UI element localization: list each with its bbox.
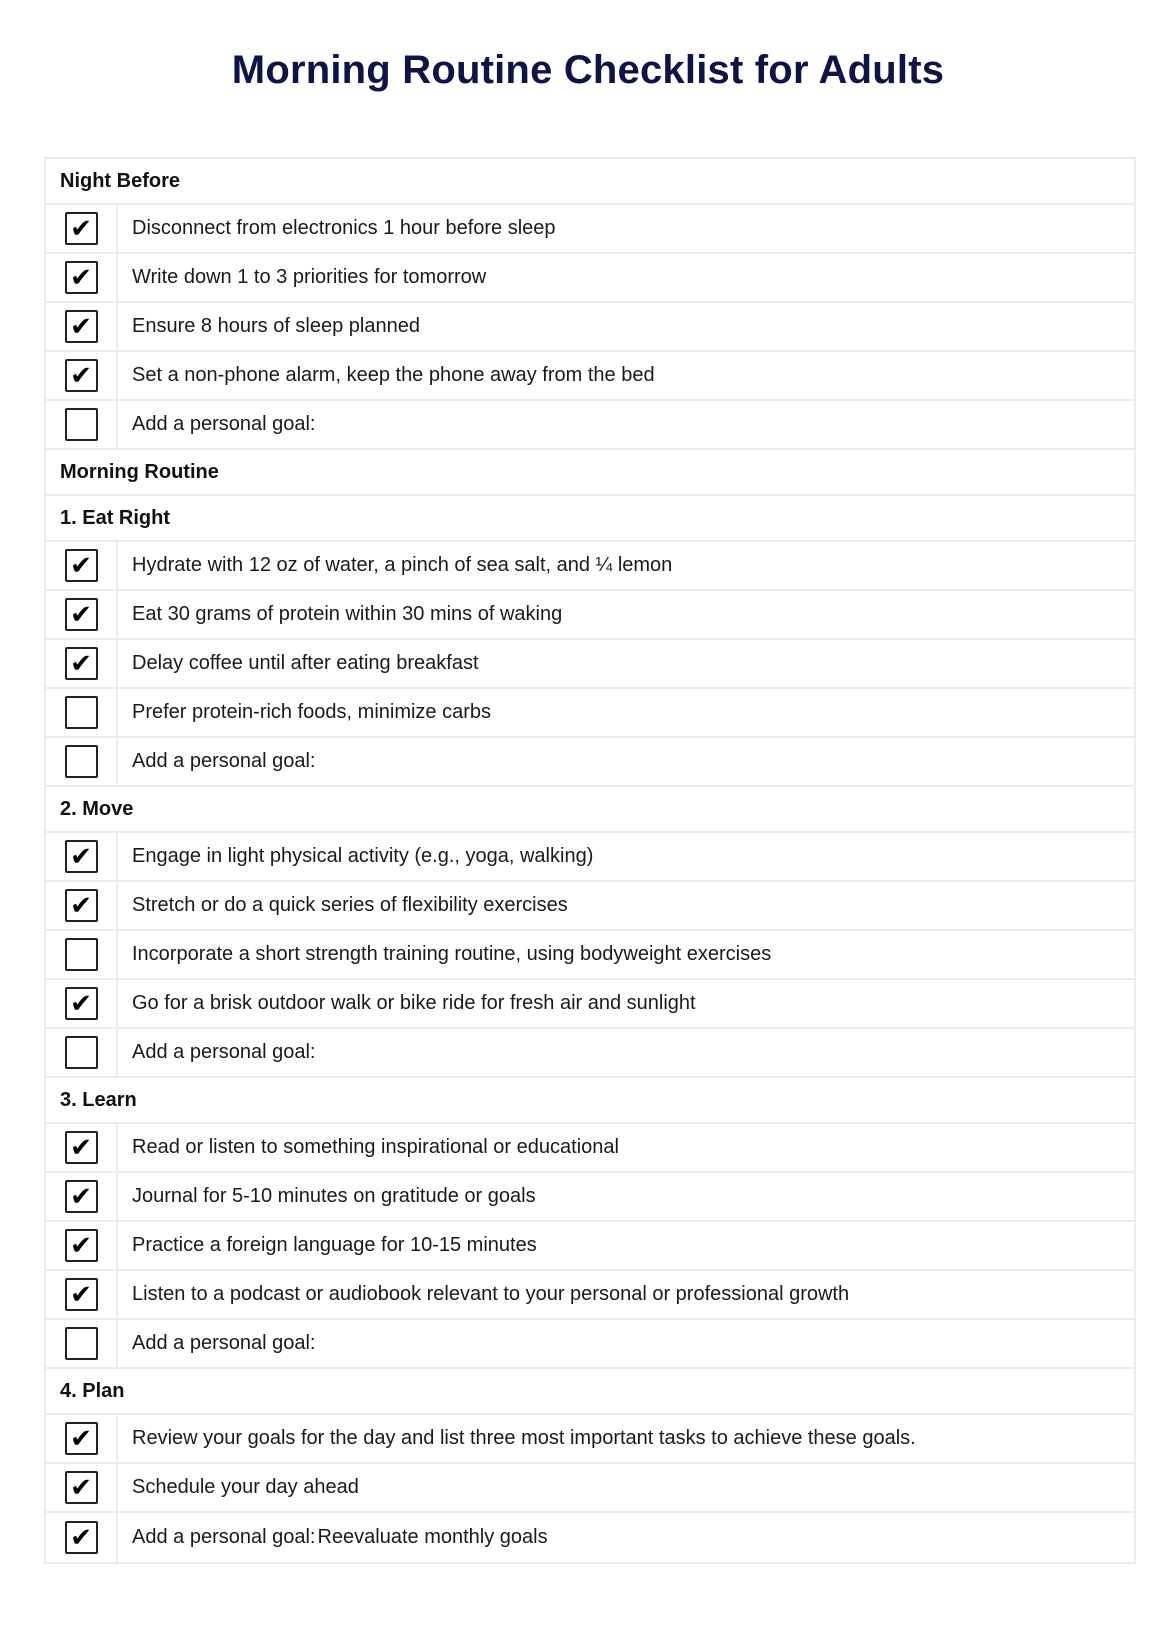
checkbox-cell — [46, 254, 118, 301]
checkbox-checked[interactable] — [65, 212, 98, 245]
checkbox-cell — [46, 1173, 118, 1220]
item-text-cell — [118, 591, 562, 638]
item-text-cell — [118, 352, 655, 399]
checklist-item — [46, 1124, 1134, 1173]
item-label: Eat 30 grams of protein within 30 mins of waking — [132, 603, 563, 625]
item-text-cell — [118, 1271, 849, 1318]
checkmark-icon: ✔ — [70, 262, 92, 293]
item-label: Add a personal goal: — [132, 1526, 316, 1548]
checkbox-checked[interactable] — [65, 1521, 98, 1554]
checkbox-cell — [46, 640, 118, 687]
item-label: Add a personal goal: — [132, 1332, 316, 1354]
checkbox-checked[interactable] — [65, 647, 98, 680]
item-label: Go for a brisk outdoor walk or bike ride for fresh air and sunlight — [132, 992, 696, 1014]
checkmark-icon: ✔ — [70, 213, 92, 244]
checklist-item — [46, 1415, 1134, 1464]
checkbox-cell — [46, 1124, 118, 1171]
item-text-cell — [118, 833, 593, 880]
checkbox-cell — [46, 1464, 118, 1511]
checklist-item — [46, 833, 1134, 882]
item-label: Read or listen to something inspirational or educational — [132, 1136, 619, 1158]
checklist-item — [46, 980, 1134, 1029]
checklist-item — [46, 591, 1134, 640]
checkmark-icon: ✔ — [70, 841, 92, 872]
item-label: Add a personal goal: — [132, 750, 316, 772]
checkbox-cell — [46, 1320, 118, 1367]
checklist-item — [46, 1513, 1134, 1562]
checkbox-cell — [46, 1029, 118, 1076]
section-header: Morning Routine — [46, 450, 1134, 496]
checkbox-unchecked[interactable] — [65, 696, 98, 729]
item-text-cell — [118, 401, 317, 448]
item-label: Incorporate a short strength training routine, using bodyweight exercises — [132, 943, 772, 965]
checklist-item — [46, 1222, 1134, 1271]
checkbox-checked[interactable] — [65, 889, 98, 922]
page-title: Morning Routine Checklist for Adults — [231, 48, 945, 92]
section-header: 1. Eat Right — [46, 496, 1134, 542]
item-label: Journal for 5-10 minutes on gratitude or goals — [132, 1185, 536, 1207]
checklist-item — [46, 931, 1134, 980]
item-label: Set a non-phone alarm, keep the phone away from the bed — [132, 364, 655, 386]
checklist-item — [46, 1464, 1134, 1513]
item-text-cell — [118, 1320, 317, 1367]
item-label: Listen to a podcast or audiobook relevant to your personal or professional growth — [132, 1283, 850, 1305]
item-label: Add a personal goal: — [132, 1041, 316, 1063]
checkbox-checked[interactable] — [65, 310, 98, 343]
checklist-item — [46, 689, 1134, 738]
item-label: Review your goals for the day and list three most important tasks to achieve these goals. — [132, 1427, 916, 1449]
section-header: 4. Plan — [46, 1369, 1134, 1415]
checkbox-unchecked[interactable] — [65, 745, 98, 778]
checkbox-checked[interactable] — [65, 987, 98, 1020]
checkbox-cell — [46, 833, 118, 880]
checklist-item — [46, 542, 1134, 591]
section-header: 3. Learn — [46, 1078, 1134, 1124]
checkbox-checked[interactable] — [65, 1471, 98, 1504]
checkbox-cell — [46, 1415, 118, 1462]
item-text-cell — [118, 1124, 619, 1171]
item-text-cell — [118, 205, 556, 252]
item-text-cell — [118, 1513, 548, 1562]
checkbox-cell — [46, 352, 118, 399]
checkbox-cell — [46, 401, 118, 448]
section-header: 2. Move — [46, 787, 1134, 833]
checkmark-icon: ✔ — [70, 1279, 92, 1310]
item-label: Ensure 8 hours of sleep planned — [132, 315, 420, 337]
checklist-item — [46, 738, 1134, 787]
checkbox-checked[interactable] — [65, 1278, 98, 1311]
checkbox-cell — [46, 303, 118, 350]
checkmark-icon: ✔ — [70, 890, 92, 921]
checkbox-cell — [46, 1513, 118, 1562]
item-label: Engage in light physical activity (e.g., yoga, walking) — [132, 845, 594, 867]
checkbox-checked[interactable] — [65, 1131, 98, 1164]
checklist-item — [46, 1173, 1134, 1222]
checkmark-icon: ✔ — [70, 1522, 92, 1553]
checklist-item — [46, 401, 1134, 450]
item-text-cell — [118, 931, 771, 978]
item-text-cell — [118, 1029, 317, 1076]
checkbox-unchecked[interactable] — [65, 1327, 98, 1360]
checkbox-cell — [46, 1271, 118, 1318]
checklist-item — [46, 1271, 1134, 1320]
checkbox-checked[interactable] — [65, 598, 98, 631]
checkbox-cell — [46, 882, 118, 929]
checkmark-icon: ✔ — [70, 1423, 92, 1454]
item-label: Hydrate with 12 oz of water, a pinch of sea salt, and ¼ lemon — [132, 554, 673, 576]
checkmark-icon: ✔ — [70, 1230, 92, 1261]
section-header: Night Before — [46, 159, 1134, 205]
item-text-cell — [118, 303, 420, 350]
item-text-cell — [118, 640, 479, 687]
item-text-cell — [118, 980, 696, 1027]
checkbox-cell — [46, 738, 118, 785]
checkbox-cell — [46, 591, 118, 638]
checkmark-icon: ✔ — [70, 1132, 92, 1163]
personal-goal-field[interactable]: Reevaluate monthly goals — [317, 1526, 548, 1548]
checkbox-cell — [46, 1222, 118, 1269]
item-text-cell — [118, 689, 491, 736]
item-text-cell — [118, 1415, 916, 1462]
item-label: Write down 1 to 3 priorities for tomorrow — [132, 266, 487, 288]
item-label: Schedule your day ahead — [132, 1476, 359, 1498]
checklist-item — [46, 882, 1134, 931]
item-text-cell — [118, 1222, 537, 1269]
checkbox-unchecked[interactable] — [65, 1036, 98, 1069]
checkbox-checked[interactable] — [65, 1422, 98, 1455]
checkbox-unchecked[interactable] — [65, 408, 98, 441]
checkbox-cell — [46, 542, 118, 589]
item-text-cell — [118, 1173, 536, 1220]
item-label: Prefer protein-rich foods, minimize carbs — [132, 701, 492, 723]
item-text-cell — [118, 1464, 359, 1511]
checkbox-checked[interactable] — [65, 359, 98, 392]
checklist-item — [46, 254, 1134, 303]
checkmark-icon: ✔ — [70, 988, 92, 1019]
item-text-cell — [118, 254, 486, 301]
checkbox-cell — [46, 931, 118, 978]
checkbox-cell — [46, 689, 118, 736]
item-label: Stretch or do a quick series of flexibility exercises — [132, 894, 568, 916]
checkmark-icon: ✔ — [70, 599, 92, 630]
checkmark-icon: ✔ — [70, 648, 92, 679]
checkmark-icon: ✔ — [70, 1181, 92, 1212]
checkmark-icon: ✔ — [70, 1472, 92, 1503]
checkbox-checked[interactable] — [65, 840, 98, 873]
checkbox-unchecked[interactable] — [65, 938, 98, 971]
item-text-cell — [118, 738, 317, 785]
item-label: Add a personal goal: — [132, 413, 316, 435]
checkmark-icon: ✔ — [70, 550, 92, 581]
checklist-item — [46, 640, 1134, 689]
checklist-item — [46, 303, 1134, 352]
checklist-item — [46, 205, 1134, 254]
checkmark-icon: ✔ — [70, 360, 92, 391]
checklist-item — [46, 1029, 1134, 1078]
checkbox-checked[interactable] — [65, 261, 98, 294]
item-text-cell — [118, 542, 672, 589]
item-label: Practice a foreign language for 10-15 minutes — [132, 1234, 537, 1256]
checklist-item — [46, 1320, 1134, 1369]
checkbox-cell — [46, 980, 118, 1027]
checkbox-checked[interactable] — [65, 549, 98, 582]
checklist-item — [46, 352, 1134, 401]
item-text-cell — [118, 882, 568, 929]
checklist-table — [44, 157, 1136, 1564]
checkbox-checked[interactable] — [65, 1180, 98, 1213]
item-label: Delay coffee until after eating breakfast — [132, 652, 479, 674]
checkbox-checked[interactable] — [65, 1229, 98, 1262]
checkmark-icon: ✔ — [70, 311, 92, 342]
item-label: Disconnect from electronics 1 hour before sleep — [132, 217, 556, 239]
checkbox-cell — [46, 205, 118, 252]
